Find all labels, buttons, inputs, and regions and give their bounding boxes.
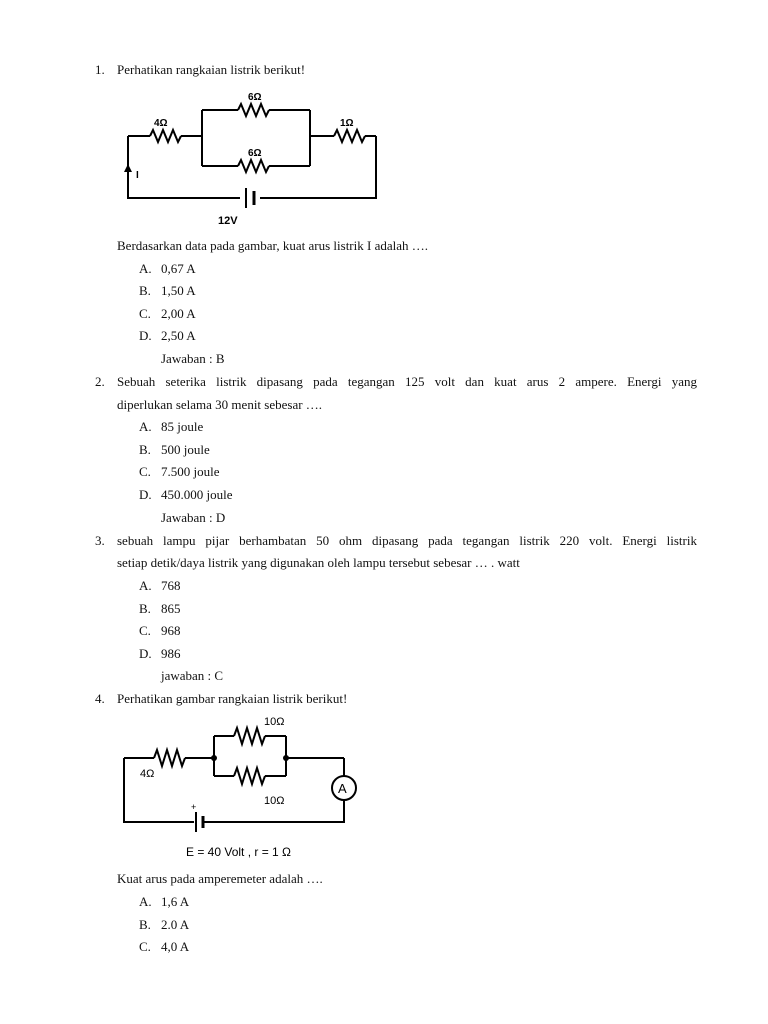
q2-option-a-letter: A.: [139, 419, 152, 434]
q4-option-c-text: 4,0 A: [161, 939, 190, 954]
label-source: E = 40 Volt , r = 1 Ω: [186, 845, 292, 859]
q3-option-c-letter: C.: [139, 623, 151, 638]
q3-option-c-text: 968: [161, 623, 181, 638]
resistor-10ohm-top: [234, 728, 265, 744]
question-4-number: 4.: [95, 691, 105, 706]
q4-option-b-text: 2.0 A: [161, 917, 190, 932]
label-r-left: 4Ω: [154, 118, 168, 129]
q1-option-d-text: 2,50 A: [161, 328, 196, 343]
question-1-text: Berdasarkan data pada gambar, kuat arus listrik I adalah ….: [117, 238, 428, 253]
resistor-1ohm: [334, 130, 365, 142]
q2-option-c-letter: C.: [139, 464, 151, 479]
question-4-prompt: Perhatikan gambar rangkaian listrik berikut!: [117, 691, 348, 706]
battery-plus: +: [191, 802, 197, 812]
label-battery: 12V: [218, 215, 238, 227]
q4-option-b-letter: B.: [139, 917, 151, 932]
q1-option-c-text: 2,00 A: [161, 306, 196, 321]
circuit-diagram-4: [118, 712, 358, 862]
question-2-line-2: diperlukan selama 30 menit sebesar ….: [117, 397, 323, 412]
question-3-line-2: setiap detik/daya listrik yang digunakan oleh lampu tersebut sebesar … . watt: [117, 555, 520, 570]
resistor-6ohm-bottom: [238, 160, 269, 172]
label-r-right: 1Ω: [340, 118, 354, 129]
resistor-6ohm-top: [238, 104, 269, 116]
q2-answer: Jawaban : D: [161, 510, 226, 525]
q1-option-d-letter: D.: [139, 328, 152, 343]
label-r-left: 4Ω: [140, 768, 155, 780]
q4-option-c-letter: C.: [139, 939, 151, 954]
junction-dot-left: [211, 755, 217, 761]
q3-option-d-letter: D.: [139, 646, 152, 661]
q3-option-a-text: 768: [161, 578, 181, 593]
q3-option-b-letter: B.: [139, 601, 151, 616]
resistor-4ohm: [150, 130, 181, 142]
junction-dot-right: [283, 755, 289, 761]
q3-answer: jawaban : C: [161, 668, 224, 683]
resistor-10ohm-bottom: [234, 768, 265, 784]
circuit-diagram-1: [118, 88, 388, 230]
question-3-number: 3.: [95, 533, 105, 548]
resistor-4ohm: [154, 750, 185, 766]
question-3-line-1: sebuah lampu pijar berhambatan 50 ohm dipasang pada tegangan listrik 220 volt. Energi listrik: [117, 533, 697, 548]
q3-option-b-text: 865: [161, 601, 181, 616]
label-r-bottom: 10Ω: [264, 795, 285, 807]
q1-option-c-letter: C.: [139, 306, 151, 321]
q1-option-a-letter: A.: [139, 261, 152, 276]
ammeter-label: A: [338, 781, 347, 796]
question-1-prompt: Perhatikan rangkaian listrik berikut!: [117, 62, 306, 77]
label-r-top: 6Ω: [248, 92, 262, 103]
current-arrow-icon: [124, 164, 132, 172]
label-r-bottom: 6Ω: [248, 148, 262, 159]
label-current: I: [136, 170, 139, 181]
q2-option-d-text: 450.000 joule: [161, 487, 233, 502]
q1-option-b-letter: B.: [139, 283, 151, 298]
question-1-number: 1.: [95, 62, 105, 77]
q2-option-a-text: 85 joule: [161, 419, 204, 434]
q2-option-b-letter: B.: [139, 442, 151, 457]
question-2-line-1: Sebuah seterika listrik dipasang pada tegangan 125 volt dan kuat arus 2 ampere. Energi yang: [117, 374, 697, 389]
q3-option-a-letter: A.: [139, 578, 152, 593]
question-2-number: 2.: [95, 374, 105, 389]
q1-option-a-text: 0,67 A: [161, 261, 196, 276]
label-r-top: 10Ω: [264, 716, 285, 728]
q2-option-c-text: 7.500 joule: [161, 464, 220, 479]
q3-option-d-text: 986: [161, 646, 181, 661]
q4-option-a-letter: A.: [139, 894, 152, 909]
q1-option-b-text: 1,50 A: [161, 283, 196, 298]
question-4-text: Kuat arus pada amperemeter adalah ….: [117, 871, 323, 886]
q4-option-a-text: 1,6 A: [161, 894, 190, 909]
q1-answer: Jawaban : B: [161, 351, 225, 366]
q2-option-b-text: 500 joule: [161, 442, 210, 457]
q2-option-d-letter: D.: [139, 487, 152, 502]
